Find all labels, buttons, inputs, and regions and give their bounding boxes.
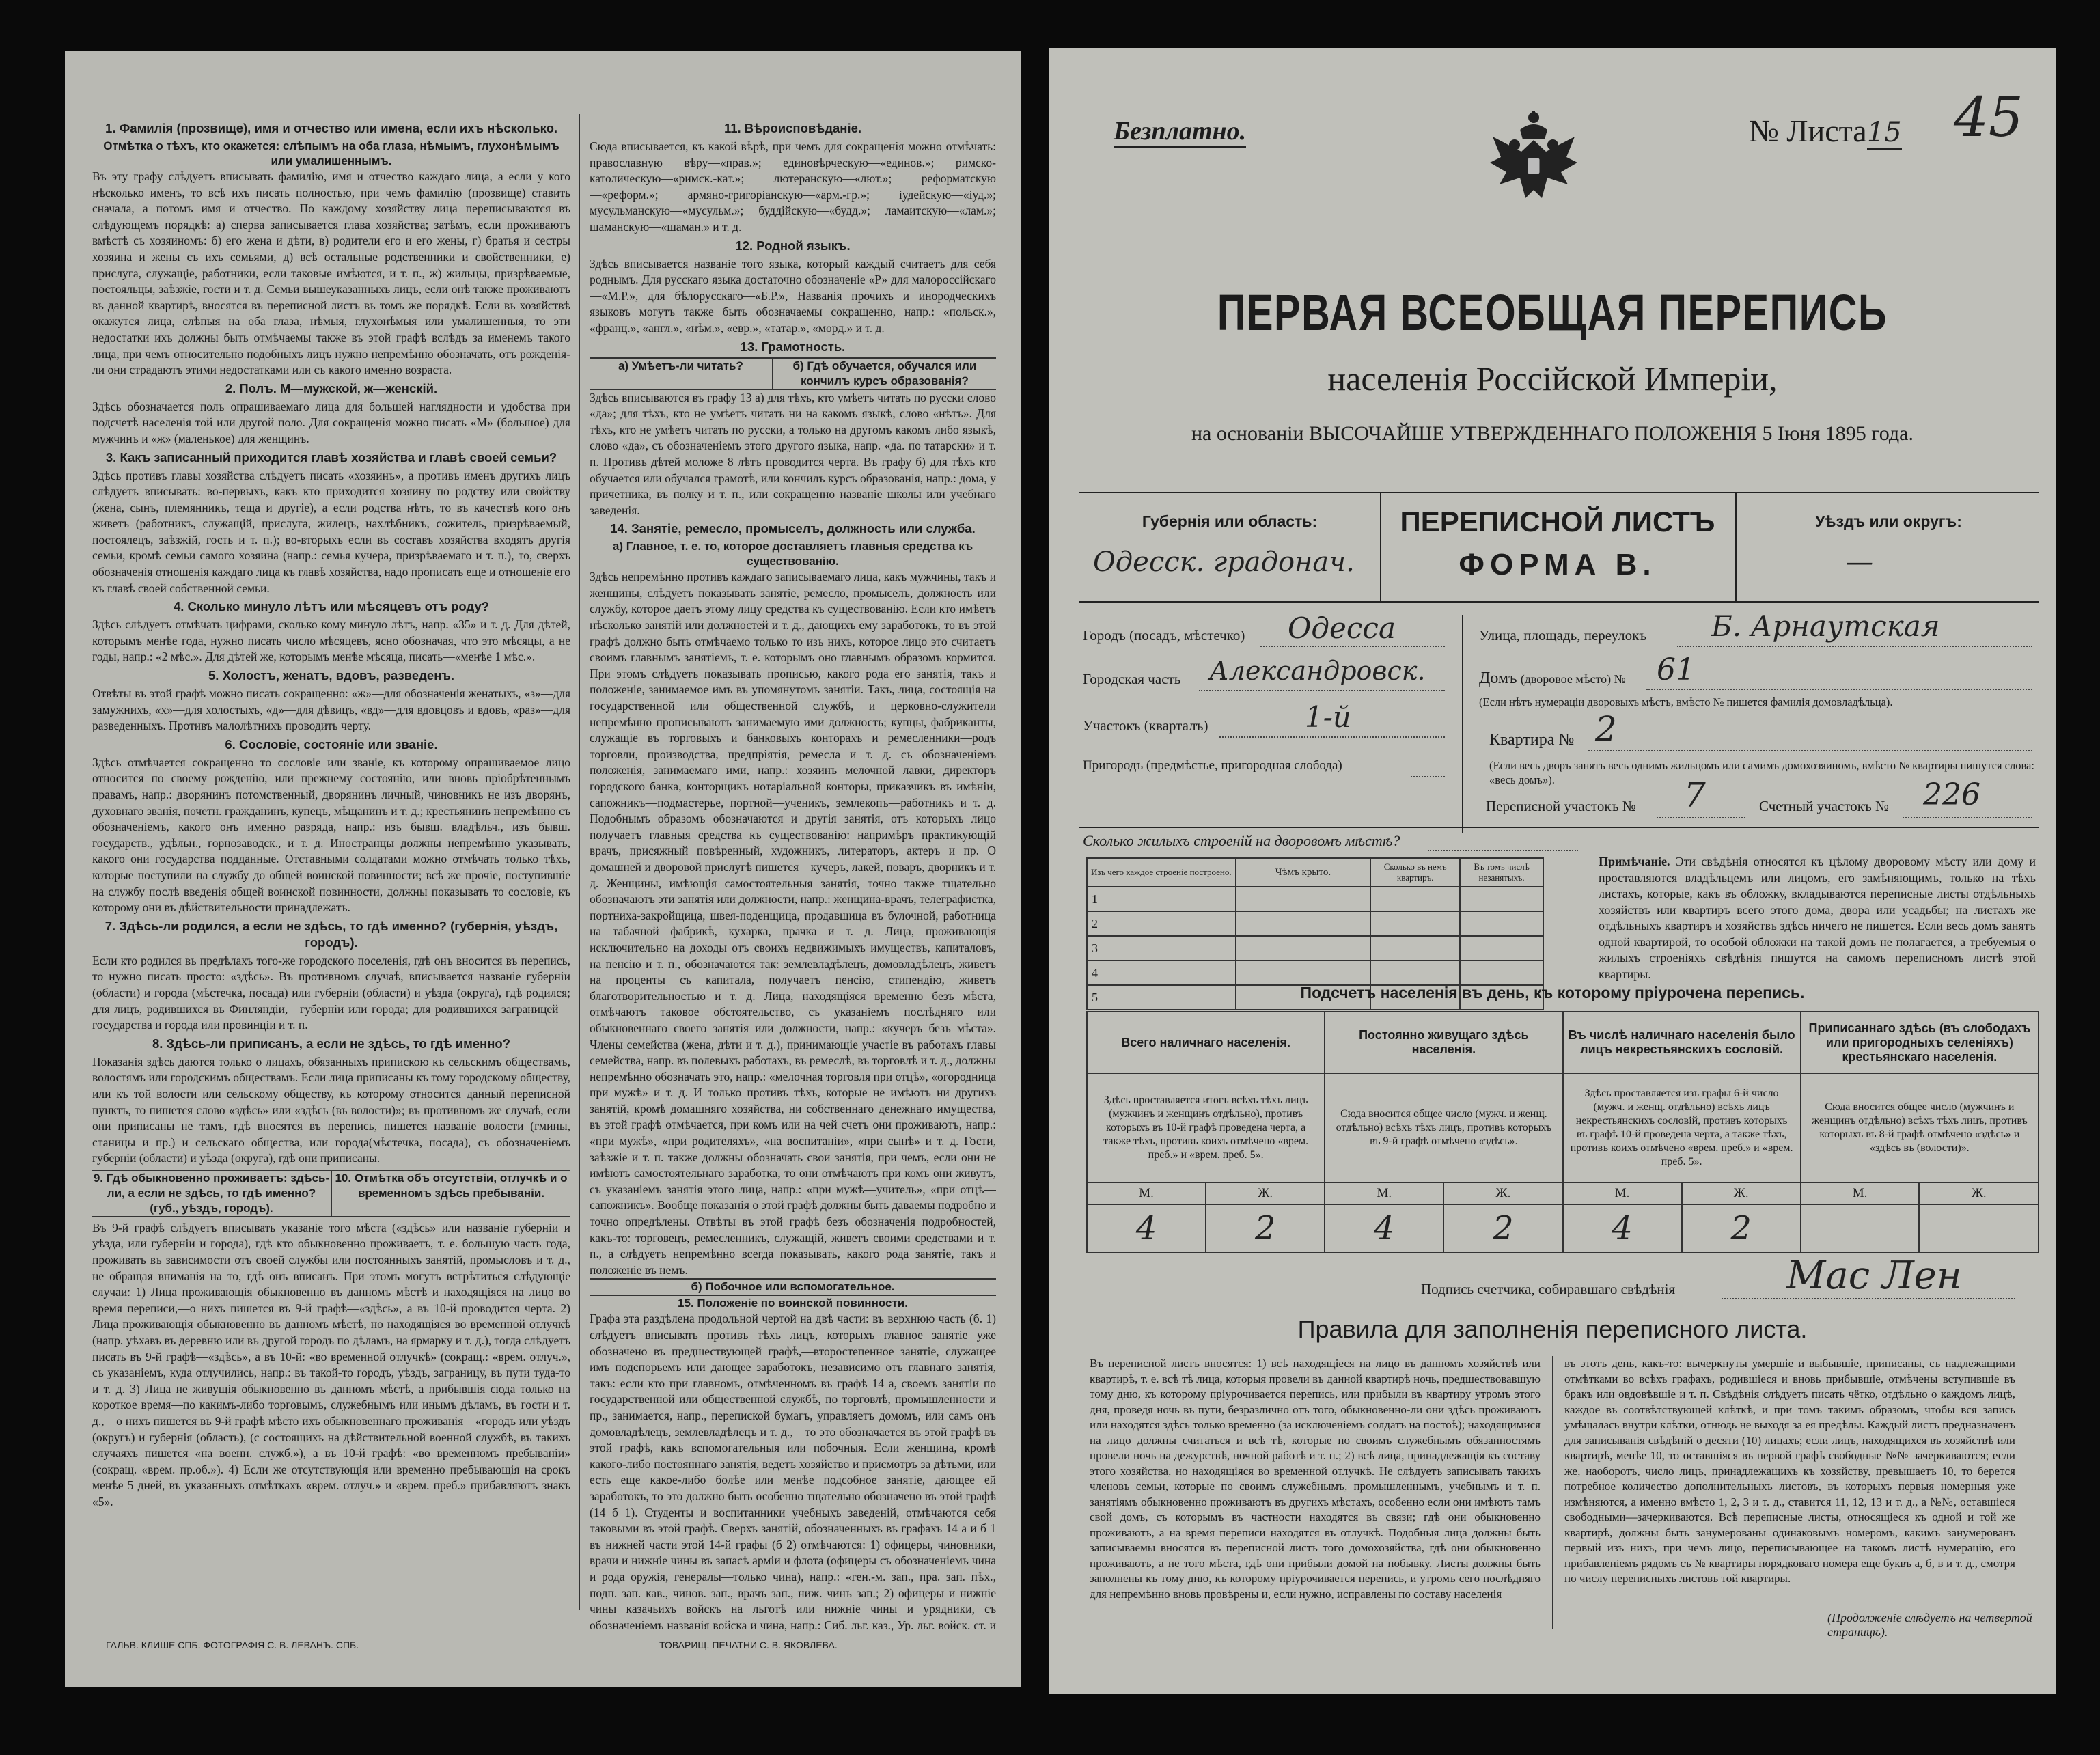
count-area-label: Счетный участокъ № (1759, 798, 1890, 814)
sheet-form-cell (1380, 492, 1735, 601)
apartment-value: 2 (1595, 709, 1617, 749)
mf-label: Ж. (1206, 1183, 1325, 1204)
sheet-header-box (1079, 492, 2039, 601)
bt-head-apartments: Сколько въ немъ квартиръ. (1370, 858, 1460, 887)
apartment-label: Квартира № (1489, 731, 1575, 749)
peasant-female-value (1919, 1204, 2039, 1252)
section-11-title: 11. Вѣроисповѣданіе. (723, 121, 862, 135)
free-label: Безплатно. (1114, 116, 1246, 148)
census-area-value: 7 (1684, 775, 1706, 815)
street-label: Улица, площадь, переулокъ (1479, 627, 1647, 644)
instructions-column-1 (92, 118, 570, 1631)
section-13a-title: а) Умѣетъ-ли читать? (590, 359, 773, 389)
count-area-value: 226 (1923, 777, 1980, 812)
section-5-title: 5. Холостъ, женатъ, вдовъ, разведенъ. (208, 668, 454, 683)
bt-head-material: Изъ чего каждое строеніе построено. (1087, 858, 1236, 887)
section-8-text: Показанія здѣсь даются только о лицахъ, обязанныхъ припискою къ сельскимъ обществамъ, волостямъ или городскимъ обществамъ. Если лица приписаны къ тому городскому обществу, или къ той волости или сельскому обществу, къ которому относится данный переписной пунктъ, то пишется слово «здѣсь» или «здѣсь (въ волости)»; въ противномъ же случаѣ, если они приписаны не тамъ, гдѣ вносятся въ перепись, пишется названіе волости (гмины, станицы и пр.) и сельскаго общества, или города(мѣстечка, посада), съ обозначеніемъ губерніи (области) и уѣзда (округа), гдѣ они приписаны. (92, 1054, 570, 1165)
count-desc-total: Здѣсь проставляется итогъ всѣхъ тѣхъ лицъ (мужчинъ и женщинъ отдѣльно), противъ которыхъ въ 10-й графѣ проведена черта, а также тѣхъ, противъ коихъ отмѣчено «врем. преб.» и «врем. преб. 5». (1087, 1073, 1325, 1183)
section-13-title: 13. Грамотность. (740, 339, 846, 354)
section-15-text: Графа эта раздѣлена продольной чертой на двѣ части: въ верхнюю часть (б. 1) слѣдуетъ вписывать противъ тѣхъ лицъ, которыхъ главное занятіе уже обозначено въ предшествующей графѣ,—второстепенное занятіе, служащее имъ подспорьемъ или дающее заработокъ, независимо отъ главнаго занятія, такъ: если кто при главномъ, отмѣченномъ въ графѣ 14 а, своемъ занятіи по государственной или общественной службѣ, по торговлѣ, промышленности и пр., занимается, напр., перепиской бумагъ, управляетъ домомъ, или самъ онъ домовладѣлецъ, землевладѣлецъ и т. д.,—то это обозначается въ этой графѣ въ этой графѣ, какъ вспомогательныя или побочныя. Если женщина, кромѣ какого-либо постояннаго занятія, ведетъ хозяйство и присмотръ за дѣтьми, или есть еще какое-либо болѣе или менѣе подсобное занятіе, дающее ей заработокъ, то это должно быть особенно тщательно обозначено въ этой графѣ (14 б 1). Студенты и воспитанники учебныхъ заведеній, отмѣчаются себя таковыми въ этой графѣ. Сверхъ занятій, обозначенныхъ въ графахъ 14 а и б 1 въ нижней части этой 14-й графы (б 2) отмѣчаются: 1) офицеры, чиновники, врачи и нижніе чины въ запасѣ арміи и флота (офицеры съ обозначеніемъ чина и рода оружія, генералы—только чина), напр.: «ген.-м. зап., пра. зап. пѣх., подп. зап. кав., чинов. зап., врачъ зап., ниж. чинъ зап.; 2) офицеры и нижніе чины казачьихъ войскъ на льготѣ или нижніе чины и урядники, съ обозначеніемъ названія войска и чина, напр.: Сиб. льг. каз., Ур. льг. войск. ст. и (590, 1312, 996, 1631)
count-head-total: Всего наличнаго населенія. (1087, 1012, 1325, 1073)
right-page (1049, 48, 2056, 1694)
population-count-table (1086, 1011, 2039, 1253)
peasant-male-value (1801, 1204, 1920, 1252)
census-basis: на основаніи ВЫСОЧАЙШЕ УТВЕРЖДЕННАГО ПОЛОЖЕНІЯ 5 Іюня 1895 года. (1191, 422, 1914, 445)
section-3-text: Здѣсь противъ главы хозяйства слѣдуетъ писать «хозяинъ», а противъ именъ другихъ лицъ слѣдуетъ вписывать: во-первыхъ, какъ кто приходится хозяину по родству или свойству (жена, сынъ, племянникъ, теща и другіе), а если родства нѣтъ, то въ качествѣ кого онъ живетъ (работникъ, служащій, прислуга, жилецъ, нахлѣбникъ, сожитель, призрѣваемый, постоялецъ, заѣзжій, гость и т. п.); во-вторыхъ если въ составъ хозяйства входятъ другія семьи, кромѣ семьи самого хозяина (напр.: семья кучера, призрѣваемаго и т. п.), то, сверхъ обозначенія отношенія каждаго лица къ главѣ хозяйства, надо прописать еще и отношеніе его къ главѣ своей собственной семьи. (92, 468, 570, 595)
count-desc-permanent: Сюда вносится общее число (мужч. и женщ. отдѣльно) всѣхъ тѣхъ лицъ, противъ которыхъ въ 9-й графѣ отмѣчено «здѣсь». (1325, 1073, 1562, 1183)
sheet-number-value: 15 (1866, 117, 1902, 148)
buildings-question: Сколько жилыхъ строеній на дворовомъ мѣстѣ? (1083, 832, 1400, 849)
section-6-text: Здѣсь отмѣчается сокращенно то сословіе или званіе, къ которому опрашиваемое лицо относится по своему рожденію, или прежнему состоянію, или вновь пріобрѣтеннымъ правамъ, напр.: дворянинъ потомственный, дворянинъ личный, чиновникъ не изъ дворянъ, духовнаго званія, почетн. гражданинъ, купецъ, мѣщанинъ и т. д.; крестьянинъ непремѣнно съ обозначеніемъ, какого онъ именно разряда, напр.: изъ бывш. владѣльч., изъ бывш. государств., удѣльн., горнозаводск., и т. д. Иностранцы должны непремѣнно указывать, какого они государства подданные. Отставными солдатами можно отмѣчать только тѣхъ, которые поступили на службу до общей воинской повинности; всѣ же прочіе, поступившіе на службу послѣ введенія общей воинской повинности, должны показывать то сословіе, къ которому они въ дѣйствительности принадлежатъ. (92, 755, 570, 915)
section-10-title: 10. Отмѣтка объ отсутствіи, отлучкѣ и о временномъ здѣсь пребываніи. (335, 1171, 568, 1200)
street-value: Б. Арнаутская (1711, 609, 1940, 643)
house-value: 61 (1657, 652, 1695, 687)
mf-label: М. (1563, 1183, 1682, 1204)
section-14-title: 14. Занятіе, ремесло, промыселъ, должность или служба. (610, 521, 976, 536)
city-label: Городъ (посадъ, мѣстечко) (1083, 627, 1245, 644)
enumerator-signature: Мас Лен (1786, 1254, 1962, 1298)
section-13b-title: б) Гдѣ обучается, обучался или кончилъ курсъ образованія? (792, 359, 977, 387)
city-value: Одесса (1288, 611, 1396, 645)
count-head-peasant: Приписаннаго здѣсь (въ слободахъ или пригородныхъ селеніяхъ) крестьянскаго населенія. (1801, 1012, 2039, 1073)
table-row: 1 (1087, 887, 1543, 911)
city-part-value: Александровск. (1209, 656, 1426, 686)
non-peasant-female-value: 2 (1682, 1204, 1801, 1252)
section-9-title: 9. Гдѣ обыкновенно проживаетъ: здѣсь-ли, а если не здѣсь, то гдѣ именно? (губ., уѣздъ, городъ). (92, 1171, 332, 1216)
city-part-label: Городская часть (1083, 671, 1181, 687)
section-5-text: Отвѣты въ этой графѣ можно писать сокращенно: «ж»—для обозначенія женатыхъ, «з»—для замужнихъ, «х»—для холостыхъ, «д»—для дѣвицъ, «вд»—для вдовцовъ и вдовъ, «раз»—для разведенныхъ. Противъ малолѣтнихъ проводить черту. (92, 687, 570, 733)
mf-label: М. (1087, 1183, 1206, 1204)
table-row: 2 (1087, 911, 1543, 936)
imperial-eagle-emblem (1486, 109, 1581, 212)
section-3-title: 3. Какъ записанный приходится главѣ хозяйства и главѣ своей семьи? (105, 450, 557, 465)
corner-mark: 45 (1954, 85, 2023, 149)
house-label: Домъ (дворовое мѣсто) № (1479, 669, 1626, 687)
imprint-right: ТОВАРИЩ. ПЕЧАТНИ С. В. ЯКОВЛЕВА. (659, 1640, 838, 1650)
section-2-title: 2. Полъ. М—мужской, ж—женскій. (225, 381, 438, 396)
buildings-note-text: Эти свѣдѣнія относятся къ цѣлому дворовому мѣсту или дому и проставляются владѣльцемъ или лицомъ, его замѣняющимъ, только на тѣхъ листахъ, которые, какъ въ обложку, вкладываются переписные листы отдѣльныхъ хозяйствъ или квартиръ всего этого дома, двора или усадьбы; на листахъ же отдѣльныхъ квартиръ и хозяйствъ здѣсь ничего не пишется. Если весь домъ занятъ одной квартирой, то особой обложки на такой домъ не полагается, а требуемыя о жилыхъ строеніяхъ свѣдѣнія пишутся на самомъ переписномъ листѣ этой квартиры. (1599, 855, 2036, 981)
section-6-title: 6. Сословіе, состояніе или званіе. (225, 736, 438, 751)
uezd-label: Уѣздъ или округъ: (1815, 512, 1962, 530)
sheet-form: ФОРМА В. (1459, 548, 1657, 581)
mf-label: Ж. (1919, 1183, 2039, 1204)
table-row: 5 (1087, 985, 1543, 1010)
sheet-number (1749, 113, 1902, 149)
rules-left-column: Въ переписной листъ вносятся: 1) всѣ находящіеся на лицо въ данномъ хозяйствѣ или квартирѣ, т. е. всѣ тѣ лица, которыя провели въ данной квартирѣ ночь, предшествовавшую тому дню, къ которому пріурочивается перепись, или прибыли въ квартиру утромъ этого дня, проведя ночь въ пути, безразлично отъ того, обыкновенно-ли они здѣсь проживаютъ или находятся здѣсь только временно (за исключеніемъ солдатъ на постоѣ); находящимися на лицо должны считаться и всѣ тѣ, которые по своимъ служебнымъ обязанностямъ провели ночь на дежурствѣ, ночной работѣ и т. п.; 2) всѣ лица, принадлежащія къ составу этого хозяйства, но находящіяся во временной отлучкѣ. Не слѣдуетъ записывать такихъ членовъ семьи, которые по своимъ служебнымъ, промышленнымъ, учебнымъ и т. п. занятіямъ обыкновенно проживаютъ въ другихъ мѣстахъ, особенно если они имѣютъ тамъ свой домъ, съ которымъ въ частности находятся въ связи; гдѣ они обыкновенно проживаютъ, а на время переписи находятся въ отлучкѣ. Подобныя лица должны быть записываемы вносятся въ переписной листъ того домохозяйства, гдѣ они обыкновенно проживаютъ, а не того мѣста, гдѣ они прибыли домой на побывку. Листы должны быть заполнены къ тому дню, къ которому пріурочивается перепись, и утромъ сего послѣдняго для непремѣнно вновь провѣрены и, если нужно, исправлены по составу населенія (1090, 1357, 1541, 1601)
section-7-text: Если кто родился въ предѣлахъ того-же городского поселенія, гдѣ онъ вносится въ перепись, то нужно писать просто: «здѣсь». Въ противномъ случаѣ, вписывается названіе губерніи (области) и города (мѣстечка, посада) или губерніи (области) и уѣзда (округа), гдѣ родился; для лицъ, родившихся въ Финляндіи,—губерніи или города; для родившихся заграницей—государства и города или провинціи и т. п. (92, 953, 570, 1032)
total-male-value: 4 (1087, 1204, 1206, 1252)
column-divider (579, 114, 580, 1610)
rules-continued-note: (Продолженіе слѣдуетъ на четвертой страницѣ). (1827, 1611, 2032, 1639)
count-head-non-peasant: Въ числѣ наличнаго населенія было лицъ некрестьянскихъ сословій. (1563, 1012, 1801, 1073)
section-13-text: Здѣсь вписываются въ графу 13 а) для тѣхъ, кто умѣетъ читать по русски слово «да»; для тѣхъ, кто не умѣетъ читать ни на какомъ языкѣ, слово «нѣтъ». Для тѣхъ, кто не умѣетъ читать по русски, а только на другомъ какомъ либо языкѣ, слово «да», съ обозначеніемъ этого другого языка, напр. «да. по татарски» и т. п. Противъ дѣтей моложе 8 лѣтъ проводится черта. Въ графу б) для тѣхъ кто обучается или обучался грамотѣ, или кончилъ курсъ образованія, напр.: дома, у причетника, въ полку и т. п., или сокращенно названіе школы или учебнаго заведенія. (590, 390, 996, 517)
permanent-male-value: 4 (1325, 1204, 1443, 1252)
house-sub-label: (дворовое мѣсто) № (1520, 672, 1626, 686)
section-4-text: Здѣсь слѣдуетъ отмѣчать цифрами, сколько кому минуло лѣтъ, напр. «35» и т. д. Для дѣтей, которымъ менѣе года, нужно писать число мѣсяцевъ, ясно обозначая, что это мѣсяцы, а не годы, напр.: «2 мѣс.». Для дѣтей же, которымъ менѣе мѣсяца, писать—«менѣе 1 мѣс.». (92, 618, 570, 664)
count-head-permanent: Постоянно живущаго здѣсь населенія. (1325, 1012, 1562, 1073)
instructions-column-2 (590, 118, 996, 1631)
section-14-text: Здѣсь непремѣнно противъ каждаго записываемаго лица, какъ мужчины, такъ и женщины, слѣдуетъ показывать занятіе, ремесло, промыселъ, должность или службу, которое даетъ этому лицу средства къ существованію. Если кто имѣетъ нѣсколько занятій или должностей и т. д., дающихъ ему заработокъ, то въ этой графѣ должно быть отмѣчаемо только то изъ нихъ, которое лицо это считаетъ своимъ главнымъ занятіемъ, т. е. которымъ оно главнымъ образомъ кормится. При этомъ слѣдуетъ показывать прописью, какого рода его занятія, такъ и положеніе, занимаемое имъ въ упомянутомъ занятіи. Такъ, лица, состоящія на государственной или общественной службѣ, и церковно-служители непремѣнно прописываютъ занимаемую ими должность; купцы, фабриканты, служащіе въ торговыхъ и банковыхъ конторахъ и ремесленники—родъ торговли, производства, предпріятія, ремесла и т. д. съ обозначеніемъ положенія, занимаемаго ими, напр.: хозяинъ мелочной лавки, директоръ городского банка, конторщикъ нотаріальной конторы, приказчикъ въ имѣніи, сапожникъ—подмастерье, портной—ученикъ, землекопъ—работникъ и т. д. Подобнымъ образомъ обозначаются и другія занятія, отъ которыхъ лицо получаетъ главныя средства къ существованію: напримѣръ практикующій врачъ, присяжный повѣренный, художникъ, литераторъ, актеръ и пр. О домашней и дворовой прислугѣ пишется—кучеръ, лакей, поваръ, дворникъ и т. д. Женщины, имѣющія самостоятельныя занятія, точно также тщательно обозначаютъ эти занятія или должности, напр.: женщина-врачъ, телеграфистка, портниха-закройщица, швея-поденщица, продавщица въ булочной, работница на табачной фабрикѣ, кухарка, прачка и т. д. Лица, проживающія исключительно на доходы отъ своихъ недвижимыхъ имуществъ, капиталовъ, на пенсію и т. п., обозначаются так: землевладѣлецъ, домовладѣлецъ, живетъ на проценты съ капитала, получаетъ пенсію, стипендію, живетъ благотворительностью и т. д. Лица, находящіяся временно безъ мѣста, отмѣчаютъ таковое обстоятельство, съ указаніемъ послѣдняго или обыкновеннаго своего занятія или должности, напр.: «кучеръ безъ мѣста». Члены семейства (жена, дѣти и т. д.), принимающіе участіе въ работахъ главы семейства, напр. въ полевыхъ работахъ, въ ремеслѣ, въ торговлѣ и т. д., должны непремѣнно обозначать это, напр.: «мелочная торговля при отцѣ», «огородница при мужѣ» и т. д. И только противъ тѣхъ, которые не имѣютъ ни другихъ занятій, кромѣ домашняго хозяйства, ни собственнаго денежнаго имущества, въ этой графѣ отмѣчается, при комъ или на чей счетъ они проживаютъ, напр.: «при мужѣ», «при родителяхъ», «на воспитаніи», «при сынѣ» и т. д. Гости, заѣзжіе и т. п. также должны обозначать свои занятія, при чемъ, если они не имѣютъ самостоятельнаго заработка, то они отмѣчаютъ при комъ они живутъ, съ указаніемъ занятія этого лица, напр.: «при мужѣ—учитель», «при отцѣ—сапожникъ». Вообще показанія о этой графѣ должны быть даваемы подробно и точно опредѣлены. Отвѣты въ этой графѣ безъ обозначенія подробностей, какъ-то: торговецъ, ремесленникъ, служащій, живетъ своими средствами и т. п., а слѣдуетъ непремѣнно всегда показывать, какого рода занятіе, такъ и положеніе въ немъ. (590, 570, 996, 1277)
mf-label: Ж. (1682, 1183, 1801, 1204)
section-13-subheads (590, 357, 996, 390)
total-female-value: 2 (1206, 1204, 1325, 1252)
house-note: (Если нѣтъ нумераціи дворовыхъ мѣстъ, вмѣсто № пишется фамилія домовладѣльца). (1479, 695, 1893, 708)
sheet-number-label: № Листа (1749, 113, 1867, 148)
section-1-note: Отмѣтка о тѣхъ, кто окажется: слѣпымъ на оба глаза, нѣмымъ, глухонѣмымъ или умалишеннымъ. (103, 139, 559, 167)
table-row: 3 (1087, 936, 1543, 961)
section-4-title: 4. Сколько минуло лѣтъ или мѣсяцевъ отъ роду? (173, 599, 490, 614)
section-11-text: Сюда вписывается, къ какой вѣрѣ, при чемъ для сокращенія можно отмѣчать: православную вѣру—«прав.»; единовѣрческую—«единов.»; римско-католическую—«римск.-кат.»; лютеранскую—«лют.»; реформатскую—«реформ.»; армяно-григоріанскую—«арм.-гр.»; іудейскую—«іуд.»; мусульманскую—«мусульм.»; буддійскую—«будд.»; ламаитскую—«лам.»; шаманскую—«шаман.» и т. д. (590, 139, 996, 234)
table-row: 4 (1087, 961, 1543, 985)
population-count-title: Подсчетъ населенія въ день, къ которому пріурочена перепись. (1300, 984, 1805, 1001)
count-desc-peasant: Сюда вносится общее число (мужчинъ и женщинъ отдѣльно) всѣхъ тѣхъ лицъ, противъ которыхъ въ 8-й графѣ отмѣчено «здѣсь» и «здѣсь въ (волости)». (1801, 1073, 2039, 1183)
guberniya-cell (1079, 492, 1381, 601)
rules-right-column: въ этотъ день, какъ-то: вычеркнуты умершіе и выбывшіе, приписаны, съ надлежащими отмѣтками во всѣхъ графахъ, родившіеся и вновь прибывшіе, отмѣчены вступившіе въ бракъ или овдовѣвшіе и т. п. Свѣдѣнія слѣдуетъ писать чётко, отдѣльно о каждомъ лицѣ, каждое въ соотвѣтствующей клѣткѣ, и при томъ такимъ образомъ, чтобы вся запись умѣщалась внутри клѣтки, отнюдь не выходя за ея предѣлы. Каждый листъ предназначенъ для записыванія свѣдѣній о десяти (10) лицахъ; если лицъ, находящихся въ хозяйствѣ или квартирѣ, менѣе 10, то оставшіяся въ первой графѣ свободные №№ зачеркиваются; если же, наоборотъ, число лицъ, принадлежащихъ къ хозяйству, превышаетъ 10, то берется потребное количество дополнительныхъ листовъ, въ которыхъ первыя номерныя уже измѣняются, а именно вмѣсто 1, 2, 3 и т. д., ставится 11, 12, 13 и т. д., а №№, оставшіеся свободными—зачеркиваются. Всѣ переписные листы, относящіеся къ одной и той же квартирѣ, должны быть занумерованы одинаковымъ номеромъ, какимъ занумерованъ первый изъ нихъ, при чемъ лицо, переписывающее на такомъ листѣ нумерацію, его прибавленіемъ рядомъ съ № квартиры порядковаго номера еще буквъ а, б, в и т. д., смотря по числу переписныхъ листовъ той квартиры. (1564, 1357, 2015, 1585)
bt-head-roof: Чѣмъ крыто. (1236, 858, 1371, 887)
precinct-label: Участокъ (кварталъ) (1083, 717, 1208, 734)
mf-label: Ж. (1443, 1183, 1562, 1204)
uezd-value: — (1846, 547, 1873, 578)
signature-label: Подпись счетчика, собиравшаго свѣдѣнія (1421, 1281, 1676, 1297)
buildings-note (1599, 854, 2036, 982)
non-peasant-male-value: 4 (1563, 1204, 1682, 1252)
permanent-female-value: 2 (1443, 1204, 1562, 1252)
section-12-text: Здѣсь вписывается названіе того языка, который каждый считаетъ для себя роднымъ. Для русскаго языка достаточно обозначеніе «Р» для малороссійскаго—«М.Р.», для бѣлорусскаго—«Б.Р.», Названія прочихъ и инородческихъ языковъ могутъ также быть обозначаемы сокращенно, напр.: «польск.», «франц.», «англ.», «нѣм.», «евр.», «татар.», «морд.» и т. д. (590, 256, 996, 335)
buildings-note-label: Примѣчаніе. (1599, 855, 1670, 868)
section-1-title: 1. Фамилія (прозвище), имя и отчество или имена, если ихъ нѣсколько. (105, 121, 558, 135)
uezd-cell (1735, 492, 2041, 601)
section-8-title: 8. Здѣсь-ли приписанъ, а если не здѣсь, то гдѣ именно? (152, 1036, 511, 1051)
sheet-title: ПЕРЕПИСНОЙ ЛИСТЪ (1400, 506, 1715, 538)
count-desc-non-peasant: Здѣсь проставляется изъ графы 6-й число (мужч. и женщ. отдѣльно) всѣхъ лицъ некрестьянскихъ сословій, противъ которыхъ въ графѣ 10-й проведена черта, а также тѣхъ, противъ коихъ отмѣчено «врем. преб.» и «врем. преб. 5». (1563, 1073, 1801, 1183)
section-12-title: 12. Родной языкъ. (735, 238, 851, 253)
section-9-10-header (92, 1170, 570, 1217)
section-14b-title: б) Побочное или вспомогательное. (590, 1278, 996, 1295)
left-page (65, 51, 1021, 1687)
guberniya-label: Губернія или область: (1142, 512, 1318, 530)
section-1-text: Въ эту графу слѣдуетъ вписывать фамилію, имя и отчество каждаго лица, а если у кого нѣсколько именъ, то всѣ ихъ писать полностью, при чемъ фамилію (прозвище) ставить сначала, а потомъ имя и отчество. По каждому хозяйству лица переписываются въ слѣдующемъ порядкѣ: а) сперва записывается глава хозяйства; затѣмъ, если проживаютъ вмѣстѣ съ хозяиномъ: б) его жена и дѣти, в) родители его и его жены, г) братья и сестры хозяина и жены съ ихъ семьями, д) всѣ остальные родственники и свойственники, е) прислуга, служащіе, работники, если таковые имѣются, и т. п., ж) жильцы, призрѣваемые, постояльцы, заѣзжіе, гости и т. д. Семьи вышеуказанныхъ лицъ, если онѣ также проживаютъ въ данной квартирѣ, вносятся въ переписной листъ въ томъ же порядкѣ. Если въ хозяйствѣ окажутся лица, слѣпыя на оба глаза, нѣмыя, глухонѣмыя или умалишенныя, то эти недостатки ихъ должны быть отмѣчаемы также въ этой графѣ вслѣдъ за именемъ такого лица, при чемъ относительно подобныхъ лицъ нужно непремѣнно обозначать, отъ рожденія-ли они страдаютъ этими недостатками или съ какого именно возраста. (92, 169, 570, 377)
imprint-left: ГАЛЬВ. КЛИШЕ СПБ. ФОТОГРАФІЯ С. В. ЛЕВАНЪ. СПБ. (106, 1640, 359, 1650)
section-7-title: 7. Здѣсь-ли родился, а если не здѣсь, то гдѣ именно? (губернія, уѣздъ, городъ). (105, 918, 558, 950)
census-title: ПЕРВАЯ ВСЕОБЩАЯ ПЕРЕПИСЬ (1217, 284, 1888, 341)
apartment-note: (Если весь дворъ занятъ весь однимъ жильцомъ или самимъ домохозяиномъ, вмѣсто № квартиры пишутся слова: «весь домъ»). (1489, 759, 2034, 786)
guberniya-value: Одесск. градонач. (1093, 547, 1355, 578)
suburb-label: Пригородъ (предмѣстье, пригородная слобода) (1083, 758, 1342, 773)
section-14a-title: а) Главное, т. е. то, которое доставляетъ главныя средства къ существованію. (612, 540, 973, 568)
rules-title: Правила для заполненія переписного листа. (1297, 1315, 1808, 1343)
precinct-value: 1-й (1305, 700, 1351, 734)
section-2-text: Здѣсь обозначается полъ опрашиваемаго лица для большей наглядности и удобства при подсчетѣ населенія той или другой поло. Для сокращенія можно писать «М» (большое) для мужчинъ и «ж» (маленькое) для женщинъ. (92, 399, 570, 445)
census-area-label: Переписной участокъ № (1486, 798, 1636, 814)
mf-label: М. (1325, 1183, 1443, 1204)
section-15-title: 15. Положеніе по воинской повинности. (590, 1295, 996, 1311)
section-9-text: Въ 9-й графѣ слѣдуетъ вписывать указаніе того мѣста («здѣсь» или названіе губерніи и уѣзда, или губерніи и города), гдѣ кто обыкновенно проживаетъ, т. е. большую часть года, проживать въ зависимости отъ своей службы или постоянныхъ занятій, промысловъ и т. д., не обращая вниманія на то, гдѣ онъ вписанъ. При этомъ могутъ встрѣтиться слѣдующіе случаи: 1) Лица проживающія обыкновенно въ данномъ мѣстѣ и находящіяся на лицо во время переписи,—о нихъ пишется въ 9-й графѣ—«здѣсь», а въ 10-й проводится черта. 2) Лица проживающія обыкновенно въ данномъ мѣстѣ, но находящіяся во временной отлучкѣ (напр. уѣхавъ въ деревню или въ другой городъ по дѣламъ, на ярмарку и т. д.), тогда слѣдуетъ писать въ 9-й графѣ—«здѣсь», а въ 10-й: «во временной отлучкѣ» (сокращ.: «врем. отлуч.», съ указаніемъ, куда отлучились, напр.: въ такой-то городъ, уѣздъ, заграницу, въ пути туда-то и т. д. 3) Лица не живущія обыкновенно въ данномъ мѣстѣ, а прибывшія сюда только на короткое время—по какимъ-либо торговымъ, служебнымъ или инымъ дѣламъ, въ гости и т. д.,—о нихъ пишется въ 9-й графѣ мѣсто ихъ обыкновеннаго проживанія—«городъ или уѣздъ (округъ) и губернія (область), (с состоящихъ на дѣйствительной военной службѣ, въ такихъ случаяхъ пишется «на военн. служб.»), а въ 10-й графѣ: «во временномъ пребываніи» (сокращ. «врем. пр.об.»). 4) Если же отсутствующія или временно пребывающія на срокъ менѣе 5 дней, въ указанныхъ отмѣткахъ «врем. отлуч.» и «врем. преб.» прибавляютъ знакъ «5». (92, 1220, 570, 1508)
census-subtitle: населенія Россійской Имперіи, (1327, 359, 1778, 398)
mf-label: М. (1801, 1183, 1920, 1204)
bt-head-vacant: Въ томъ числѣ незанятыхъ. (1460, 858, 1543, 887)
